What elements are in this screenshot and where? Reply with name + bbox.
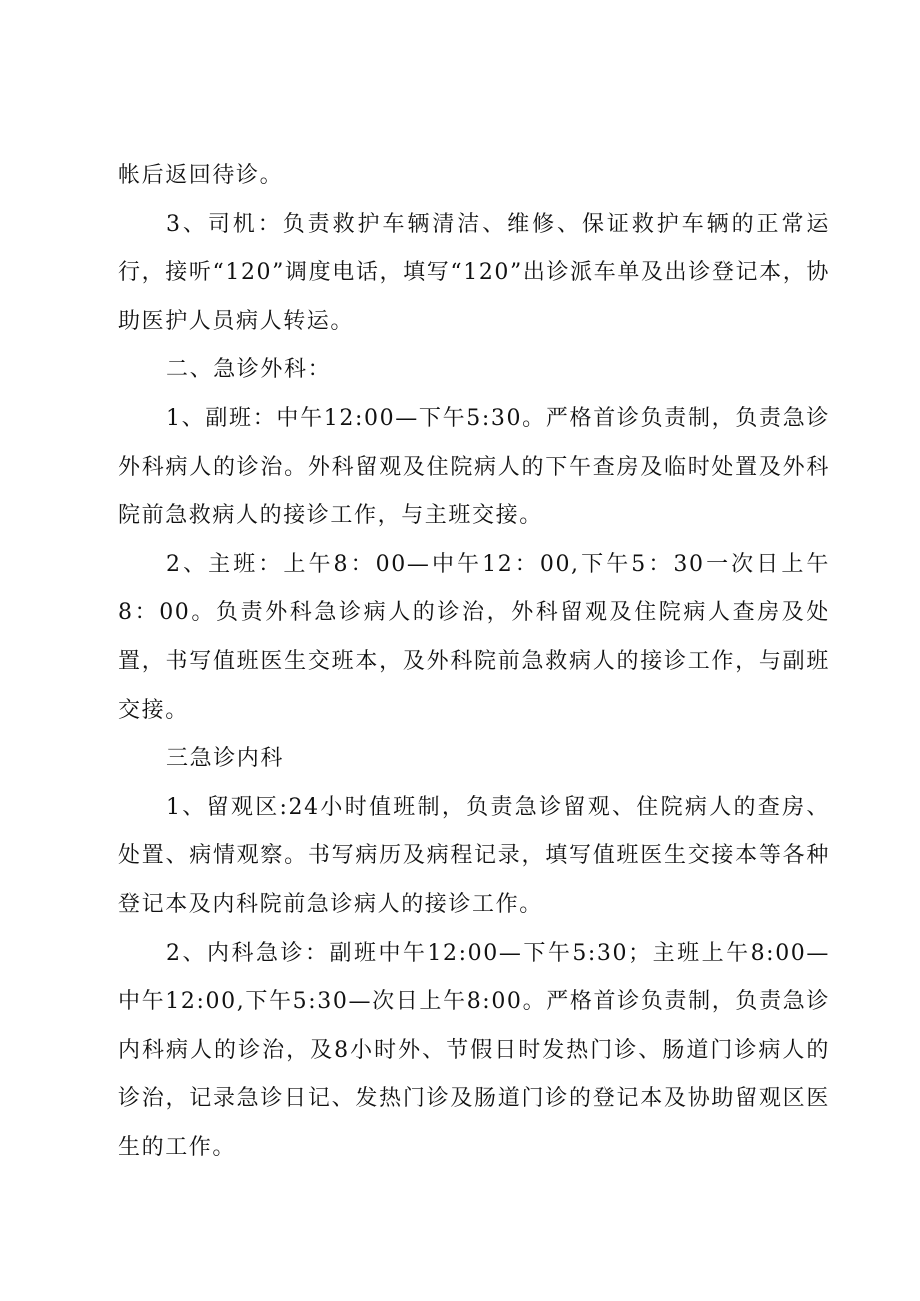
section-heading-emergency-surgery: 二、急诊外科：	[166, 357, 332, 383]
paragraph-continuation: 帐后返回待诊。	[118, 163, 284, 188]
paragraph-surgery-deputy-shift: 1、副班：中午12:00—下午5:30。严格首诊负责制，负责急诊外科病人的诊治。外科留观及住院病人的下午查房及临时处置及外科院前急救病人的接诊工作，与主班交接。	[118, 405, 830, 529]
document-body	[118, 152, 830, 1172]
paragraph-internal-medicine-emergency: 2、内科急诊：副班中午12:00—下午5:30；主班上午8:00—中午12:00,下午5:30—次日上午8:00。严格首诊负责制，负责急诊内科病人的诊治，及8小时外、节假日时发热门诊、肠道门诊病人的诊治，记录急诊日记、发热门诊及肠道门诊的登记本及协助留观区医生的工作。	[118, 940, 830, 1160]
paragraph-observation-area: 1、留观区:24小时值班制，负责急诊留观、住院病人的查房、处置、病情观察。书写病历及病程记录，填写值班医生交接本等各种登记本及内科院前急诊病人的接诊工作。	[118, 794, 830, 917]
paragraph-driver-duties: 3、司机：负责救护车辆清洁、维修、保证救护车辆的正常运行，接听“120”调度电话，填写“120”出诊派车单及出诊登记本，协助医护人员病人转运。	[118, 211, 830, 334]
paragraph-surgery-main-shift: 2、主班：上午8：00—中午12：00,下午5：30一次日上午8：00。负责外科急诊病人的诊治，外科留观及住院病人查房及处置，书写值班医生交班本，及外科院前急救病人的接诊工作，与副班交接。	[118, 551, 830, 723]
section-heading-emergency-internal-medicine: 三急诊内科	[166, 746, 285, 772]
